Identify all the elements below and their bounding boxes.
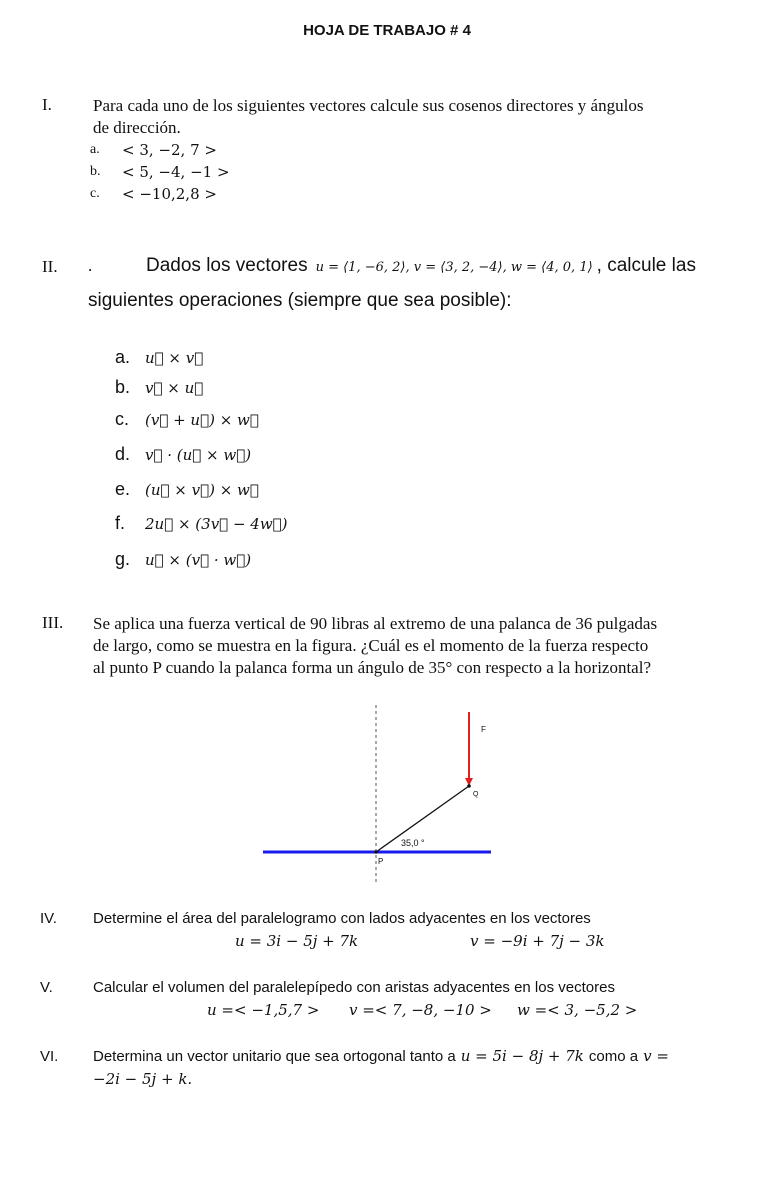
- section-2-line-2: siguientes operaciones (siempre que sea posible):: [88, 290, 512, 311]
- operation-expression: v⃗ · (u⃗ × w⃗): [145, 445, 252, 464]
- section-3-line-2: de largo, como se muestra en la figura. ¿Cuál es el momento de la fuerza respecto: [93, 636, 649, 655]
- section-6-mid: como a: [588, 1048, 639, 1065]
- item-label: f.: [115, 513, 126, 533]
- section-2-lead: Dados los vectores: [146, 255, 308, 276]
- vector-expression: < −10,2,8 >: [122, 185, 217, 203]
- section-3-text: [93, 613, 773, 679]
- section-1-item-c: [90, 185, 217, 203]
- operation-expression: u⃗ × v⃗: [145, 348, 204, 367]
- section-6-line-1: [93, 1046, 669, 1067]
- section-2-dot: .: [88, 256, 93, 275]
- section-3-line-1: Se aplica una fuerza vertical de 90 libras al extremo de una palanca de 36 pulgadas: [93, 614, 658, 633]
- angle-label: 35,0 °: [401, 838, 425, 848]
- section-4-number: IV.: [40, 910, 57, 927]
- section-2-item-e: [115, 479, 259, 500]
- section-2-tail: , calcule las: [596, 255, 696, 276]
- section-2-item-c: [115, 409, 259, 430]
- label-q: Q: [473, 791, 479, 798]
- section-5-vector-w: w =< 3, −5,2 >: [517, 1001, 638, 1019]
- operation-expression: (v⃗ + u⃗) × w⃗: [145, 410, 259, 429]
- vector-expression: < 3, −2, 7 >: [122, 141, 217, 159]
- section-6-number: VI.: [40, 1048, 59, 1065]
- point-p: [374, 850, 378, 854]
- section-4-vector-u: u = 3i − 5j + 7k: [235, 932, 359, 950]
- item-label: a.: [90, 142, 100, 157]
- item-label: b.: [90, 164, 101, 179]
- section-6-vector-v-rest: −2i − 5j + k.: [93, 1070, 193, 1088]
- section-2-item-g: [115, 549, 251, 570]
- item-label: b.: [115, 377, 131, 397]
- section-1-line-2: de dirección.: [93, 118, 181, 137]
- operation-expression: v⃗ × u⃗: [145, 378, 204, 397]
- label-f: F: [481, 725, 486, 734]
- section-2-header: [146, 255, 696, 277]
- section-2-vectors: u = ⟨1, −6, 2⟩, v = ⟨3, 2, −4⟩, w = ⟨4, 0, 1⟩: [315, 260, 593, 275]
- operation-expression: u⃗ × (v⃗ · w⃗): [145, 550, 252, 569]
- item-label: e.: [115, 479, 131, 499]
- section-5-number: V.: [40, 979, 53, 996]
- section-1-number: I.: [42, 95, 52, 114]
- lever-figure: [255, 700, 505, 890]
- section-4-vector-v: v = −9i + 7j − 3k: [470, 932, 605, 950]
- section-5-text: Calcular el volumen del paralelepípedo con aristas adyacentes en los vectores: [93, 979, 615, 996]
- label-p: P: [378, 857, 384, 866]
- section-2-item-b: [115, 377, 203, 398]
- section-4-text: Determine el área del paralelogramo con lados adyacentes en los vectores: [93, 910, 591, 927]
- section-5-vector-u: u =< −1,5,7 >: [207, 1001, 320, 1019]
- vector-expression: < 5, −4, −1 >: [122, 163, 230, 181]
- section-6-text: Determina un vector unitario que sea ortogonal tanto a: [93, 1048, 456, 1065]
- section-5-vector-v: v =< 7, −8, −10 >: [349, 1001, 492, 1019]
- section-2-item-a: [115, 347, 203, 368]
- operation-expression: (u⃗ × v⃗) × w⃗: [145, 480, 259, 499]
- item-label: d.: [115, 444, 131, 464]
- operation-expression: 2u⃗ × (3v⃗ − 4w⃗): [145, 514, 288, 533]
- item-label: g.: [115, 549, 131, 569]
- point-q: [467, 784, 471, 788]
- section-3-line-3: al punto P cuando la palanca forma un ángulo de 35° con respecto a la horizontal?: [93, 658, 651, 677]
- item-label: c.: [90, 186, 100, 201]
- page-title: HOJA DE TRABAJO # 4: [303, 22, 471, 39]
- section-6-vector-u: u = 5i − 8j + 7k: [460, 1047, 584, 1065]
- section-2-item-d: [115, 444, 251, 465]
- section-3-number: III.: [42, 613, 64, 632]
- section-1-text: [93, 95, 763, 139]
- section-6-vector-v-start: v =: [643, 1047, 669, 1065]
- section-1-item-a: [90, 141, 217, 159]
- section-1-item-b: [90, 163, 230, 181]
- item-label: a.: [115, 347, 131, 367]
- item-label: c.: [115, 409, 130, 429]
- section-1-line-1: Para cada uno de los siguientes vectores calcule sus cosenos directores y ángulos: [93, 96, 644, 115]
- section-2-item-f: [115, 513, 288, 534]
- section-2-number: II.: [42, 257, 58, 276]
